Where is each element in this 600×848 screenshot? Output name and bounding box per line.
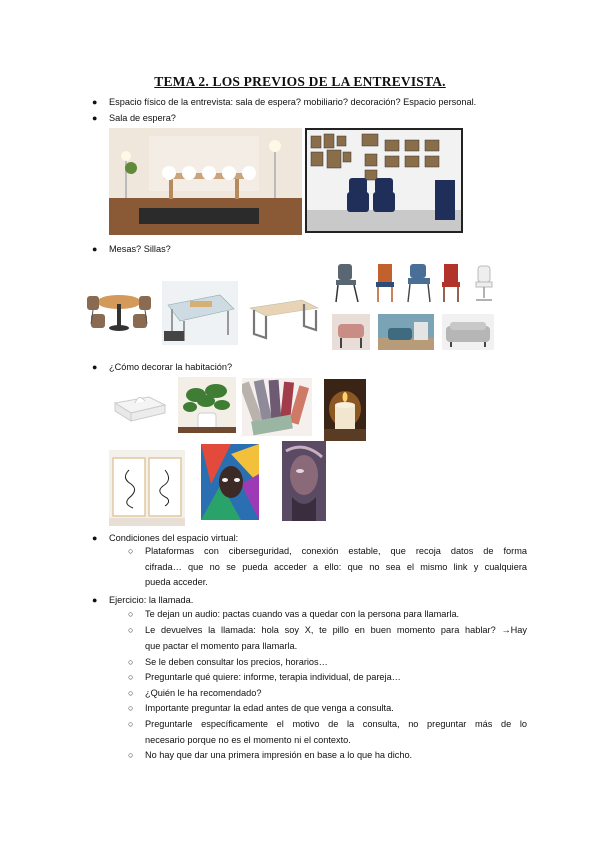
call-item-4: Preguntarle qué quiere: informe, terapia individual, de pareja…	[145, 672, 401, 682]
color-palette-photo	[242, 378, 312, 436]
bullet-virtual-space: Condiciones del espacio virtual:	[109, 533, 239, 543]
line-art-frames-photo	[109, 450, 185, 526]
colorful-portrait-art	[201, 444, 259, 520]
call-item-3: Se le deben consultar los precios, horarios…	[145, 657, 328, 667]
bullet-tables-chairs: Mesas? Sillas?	[109, 244, 171, 254]
living-room-photo	[378, 314, 434, 350]
sub-bullet-circle: ○	[128, 546, 134, 556]
bullet-dot: ●	[92, 362, 98, 372]
chairs-photo	[330, 260, 500, 306]
waiting-room-photo-2	[305, 128, 463, 233]
call-item-2: Le devuelves la llamada: hola soy X, te pillo en buen momento para hablar? →Hay que pactar el momento para llamarla.	[145, 625, 527, 651]
bullet-dot: ●	[92, 244, 98, 254]
sub-bullet-circle: ○	[128, 672, 134, 682]
bullet-dot: ●	[92, 533, 98, 543]
sub-bullet-circle: ○	[128, 688, 134, 698]
call-item-7: Preguntarle específicamente el motivo de la consulta, no preguntar más de lo necesario porque no es el momento ni el contexto.	[145, 719, 527, 745]
virtual-item-1: Plataformas con ciberseguridad, conexión estable, que recoja datos de forma cifrada… que no se pueda acceder a ello: que no sea el mismo link y cualquiera pueda acceder.	[145, 546, 527, 588]
bullet-waiting-room: Sala de espera?	[109, 113, 176, 123]
bullet-exercise-call: Ejercicio: la llamada.	[109, 595, 194, 605]
call-item-6: Importante preguntar la edad antes de que venga a consulta.	[145, 703, 394, 713]
sub-bullet-circle: ○	[128, 625, 134, 635]
sofa-photo	[442, 314, 494, 350]
glass-table-photo	[162, 281, 238, 345]
call-item-5: ¿Quién le ha recomendado?	[145, 688, 262, 698]
sub-bullet-circle: ○	[128, 657, 134, 667]
bullet-decorate-room: ¿Cómo decorar la habitación?	[109, 362, 233, 372]
sub-bullet-circle: ○	[128, 609, 134, 619]
armchair-photo	[332, 314, 370, 350]
sub-bullet-circle: ○	[128, 719, 134, 729]
call-item-1: Te dejan un audio: pactas cuando vas a quedar con la persona para llamarla.	[145, 609, 460, 619]
page-title: TEMA 2. LOS PREVIOS DE LA ENTREVISTA.	[154, 74, 446, 89]
sub-bullet-circle: ○	[128, 703, 134, 713]
desk-photo	[246, 296, 322, 342]
round-table-photo	[77, 268, 159, 346]
bullet-dot: ●	[92, 595, 98, 605]
bullet-dot: ●	[92, 97, 98, 107]
candle-photo	[324, 379, 366, 441]
portrait-painting-art	[282, 441, 326, 521]
bullet-dot: ●	[92, 113, 98, 123]
tissue-box-photo	[109, 377, 169, 429]
waiting-room-photo-1	[109, 128, 302, 235]
sub-bullet-circle: ○	[128, 750, 134, 760]
plant-photo	[178, 377, 236, 433]
bullet-physical-space: Espacio físico de la entrevista: sala de espera? mobiliario? decoración? Espacio personal.	[109, 97, 477, 107]
call-item-8: No hay que dar una primera impresión en base a lo que ha dicho.	[145, 750, 413, 760]
